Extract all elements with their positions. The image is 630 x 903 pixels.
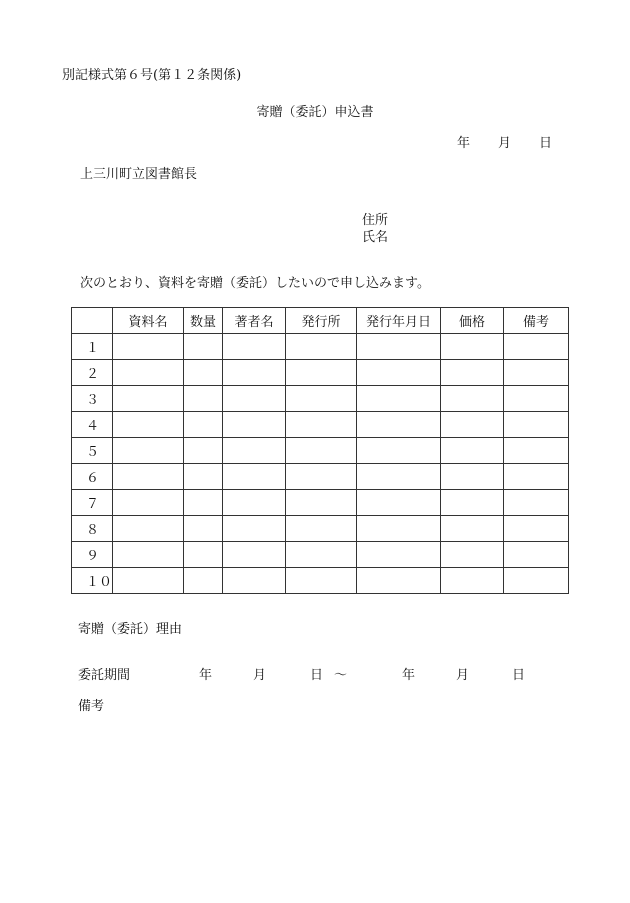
- table-cell[interactable]: [184, 516, 223, 542]
- table-cell[interactable]: [223, 360, 286, 386]
- table-cell[interactable]: [223, 568, 286, 594]
- table-cell[interactable]: [357, 516, 441, 542]
- table-cell[interactable]: [504, 542, 569, 568]
- date-day-label: 日: [539, 136, 553, 151]
- table-cell[interactable]: [113, 490, 184, 516]
- table-cell[interactable]: [113, 464, 184, 490]
- table-cell[interactable]: [223, 490, 286, 516]
- table-cell[interactable]: [113, 568, 184, 594]
- table-cell[interactable]: [184, 334, 223, 360]
- table-cell[interactable]: [286, 568, 357, 594]
- table-cell[interactable]: [286, 334, 357, 360]
- row-number: ８: [72, 516, 113, 542]
- header-author: 著者名: [223, 308, 286, 334]
- period-from-year: 年: [199, 668, 213, 683]
- table-cell[interactable]: [504, 386, 569, 412]
- header-number: [72, 308, 113, 334]
- table-cell[interactable]: [184, 360, 223, 386]
- table-cell[interactable]: [286, 490, 357, 516]
- date-year-label: 年: [457, 136, 471, 151]
- table-cell[interactable]: [184, 386, 223, 412]
- table-cell[interactable]: [184, 438, 223, 464]
- table-row: [72, 568, 569, 594]
- table-cell[interactable]: [113, 542, 184, 568]
- header-price: 価格: [441, 308, 504, 334]
- table-cell[interactable]: [441, 464, 504, 490]
- header-quantity: 数量: [184, 308, 223, 334]
- table-cell[interactable]: [357, 464, 441, 490]
- header-material-name: 資料名: [113, 308, 184, 334]
- table-row: [72, 464, 569, 490]
- header-publisher: 発行所: [286, 308, 357, 334]
- row-number: １: [72, 334, 113, 360]
- table-cell[interactable]: [441, 542, 504, 568]
- table-cell[interactable]: [504, 490, 569, 516]
- table-cell[interactable]: [357, 412, 441, 438]
- table-cell[interactable]: [223, 464, 286, 490]
- header-publish-date: 発行年月日: [357, 308, 441, 334]
- table-cell[interactable]: [357, 438, 441, 464]
- table-cell[interactable]: [504, 568, 569, 594]
- table-cell[interactable]: [441, 568, 504, 594]
- table-cell[interactable]: [286, 516, 357, 542]
- address-label: 住所: [362, 213, 389, 228]
- table-row: [72, 360, 569, 386]
- table-cell[interactable]: [223, 438, 286, 464]
- table-row: [72, 386, 569, 412]
- table-cell[interactable]: [357, 334, 441, 360]
- table-header-row: [72, 308, 569, 334]
- table-cell[interactable]: [441, 490, 504, 516]
- table-cell[interactable]: [223, 542, 286, 568]
- table-row: [72, 542, 569, 568]
- table-cell[interactable]: [223, 516, 286, 542]
- table-cell[interactable]: [113, 360, 184, 386]
- items-table: [71, 307, 569, 594]
- table-cell[interactable]: [184, 542, 223, 568]
- table-cell[interactable]: [286, 464, 357, 490]
- period-separator: ～: [334, 668, 348, 683]
- table-cell[interactable]: [184, 490, 223, 516]
- table-cell[interactable]: [357, 542, 441, 568]
- period-from-day: 日: [310, 668, 324, 683]
- table-cell[interactable]: [113, 334, 184, 360]
- table-cell[interactable]: [357, 386, 441, 412]
- table-cell[interactable]: [113, 516, 184, 542]
- table-cell[interactable]: [504, 516, 569, 542]
- row-number: １０: [72, 568, 113, 594]
- table-cell[interactable]: [441, 386, 504, 412]
- table-row: [72, 334, 569, 360]
- table-row: [72, 438, 569, 464]
- form-number: 別記様式第６号(第１２条関係): [62, 68, 242, 83]
- table-cell[interactable]: [441, 516, 504, 542]
- table-cell[interactable]: [223, 412, 286, 438]
- table-cell[interactable]: [504, 464, 569, 490]
- row-number: ６: [72, 464, 113, 490]
- period-label: 委託期間: [78, 668, 131, 683]
- table-cell[interactable]: [441, 360, 504, 386]
- table-cell[interactable]: [286, 412, 357, 438]
- table-cell[interactable]: [504, 438, 569, 464]
- table-cell[interactable]: [286, 542, 357, 568]
- table-cell[interactable]: [504, 334, 569, 360]
- date-month-label: 月: [498, 136, 512, 151]
- period-to-day: 日: [512, 668, 526, 683]
- header-remarks: 備考: [504, 308, 569, 334]
- table-cell[interactable]: [357, 568, 441, 594]
- row-number: ７: [72, 490, 113, 516]
- addressee: 上三川町立図書館長: [80, 167, 198, 182]
- table-cell[interactable]: [113, 386, 184, 412]
- table-cell[interactable]: [504, 360, 569, 386]
- table-cell[interactable]: [223, 386, 286, 412]
- name-label: 氏名: [362, 230, 389, 245]
- period-to-year: 年: [402, 668, 416, 683]
- table-cell[interactable]: [113, 412, 184, 438]
- reason-label: 寄贈（委託）理由: [78, 622, 183, 637]
- table-cell[interactable]: [184, 464, 223, 490]
- table-cell[interactable]: [357, 360, 441, 386]
- row-number: ５: [72, 438, 113, 464]
- row-number: ３: [72, 386, 113, 412]
- period-to-month: 月: [456, 668, 470, 683]
- table-cell[interactable]: [286, 360, 357, 386]
- row-number: ９: [72, 542, 113, 568]
- table-cell[interactable]: [441, 438, 504, 464]
- table-row: [72, 412, 569, 438]
- row-number: ２: [72, 360, 113, 386]
- table-cell[interactable]: [357, 490, 441, 516]
- table-cell[interactable]: [441, 334, 504, 360]
- period-from-month: 月: [253, 668, 267, 683]
- remarks-label: 備考: [78, 699, 105, 714]
- table-row: [72, 490, 569, 516]
- table-row: [72, 516, 569, 542]
- intro-text: 次のとおり、資料を寄贈（委託）したいので申し込みます。: [80, 276, 430, 291]
- table-cell[interactable]: [441, 412, 504, 438]
- table-cell[interactable]: [286, 438, 357, 464]
- row-number: ４: [72, 412, 113, 438]
- table-cell[interactable]: [184, 568, 223, 594]
- table-cell[interactable]: [184, 412, 223, 438]
- table-cell[interactable]: [223, 334, 286, 360]
- table-cell[interactable]: [504, 412, 569, 438]
- table-cell[interactable]: [113, 438, 184, 464]
- table-cell[interactable]: [286, 386, 357, 412]
- document-title: 寄贈（委託）申込書: [256, 105, 374, 120]
